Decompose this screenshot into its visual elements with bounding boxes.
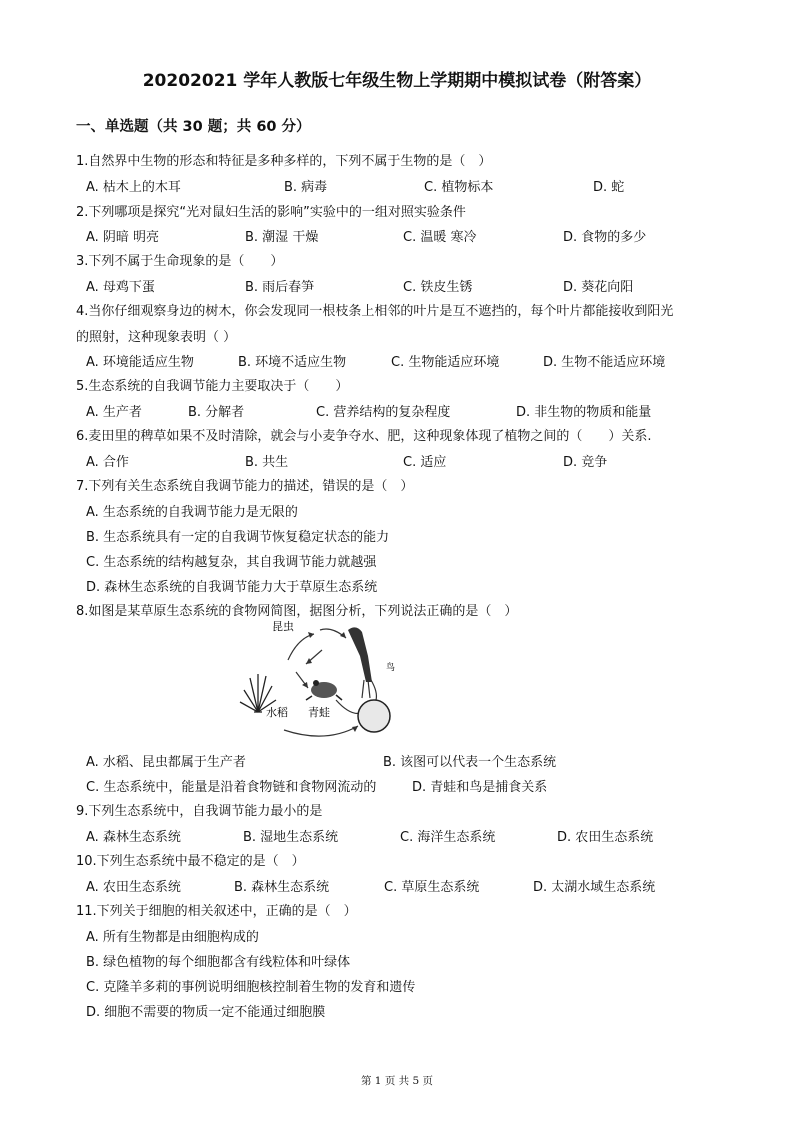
- page-footer: 第 1 页 共 5 页: [360, 1075, 434, 1087]
- q11-option-d: D. 细胞不需要的物质一定不能通过细胞膜: [86, 1005, 326, 1020]
- q9-option-c: C. 海洋生态系统: [400, 830, 496, 845]
- q11-option-a: A. 所有生物都是由细胞构成的: [86, 930, 259, 945]
- question-6: 6.麦田里的稗草如果不及时清除，就会与小麦争夺水、肥，这种现象体现了植物之间的（ ）关系.: [76, 429, 652, 444]
- q8-option-a: A. 水稻、昆虫都属于生产者: [86, 755, 246, 770]
- question-2: 2.下列哪项是探究“光对鼠妇生活的影响”实验中的一组对照实验条件: [76, 205, 466, 220]
- q7-option-a: A. 生态系统的自我调节能力是无限的: [86, 505, 298, 520]
- q3-option-a: A. 母鸡下蛋: [86, 280, 155, 295]
- q2-option-d: D. 食物的多少: [563, 230, 647, 245]
- q7-option-b: B. 生态系统具有一定的自我调节恢复稳定状态的能力: [86, 530, 390, 545]
- q11-option-b: B. 绿色植物的每个细胞都含有线粒体和叶绿体: [86, 955, 351, 970]
- q6-option-c: C. 适应: [403, 455, 447, 470]
- q11-option-c: C. 克隆羊多莉的事例说明细胞核控制着生物的发育和遗传: [86, 980, 416, 995]
- q3-option-d: D. 葵花向阳: [563, 280, 634, 295]
- q2-option-a: A. 阴暗 明亮: [86, 230, 160, 245]
- q5-option-c: C. 营养结构的复杂程度: [316, 405, 451, 420]
- q1-option-a: A. 枯木上的木耳: [86, 180, 181, 195]
- question-4: 4.当你仔细观察身边的树木，你会发现同一根枝条上相邻的叶片是互不遮挡的，每个叶片都能接收到阳光: [76, 304, 674, 319]
- q8-option-b: B. 该图可以代表一个生态系统: [383, 755, 557, 770]
- question-5: 5.生态系统的自我调节能力主要取决于（ ）: [76, 379, 349, 394]
- q9-option-a: A. 森林生态系统: [86, 830, 181, 845]
- bird-icon: [348, 627, 372, 698]
- q6-option-a: A. 合作: [86, 455, 129, 470]
- q1-option-d: D. 蛇: [593, 180, 625, 195]
- q6-option-d: D. 竞争: [563, 455, 608, 470]
- q1-option-c: C. 植物标本: [424, 180, 494, 195]
- q8-option-d: D. 青蛙和鸟是捕食关系: [412, 780, 548, 795]
- question-11: 11.下列关于细胞的相关叙述中，正确的是（ ）: [76, 904, 357, 919]
- section-heading: 一、单选题（共 30 题；共 60 分）: [76, 119, 311, 135]
- q9-option-b: B. 湿地生态系统: [243, 830, 339, 845]
- q3-option-c: C. 铁皮生锈: [403, 280, 473, 295]
- question-1: 1.自然界中生物的形态和特征是多种多样的，下列不属于生物的是（ ）: [76, 154, 492, 169]
- q4-option-b: B. 环境不适应生物: [238, 355, 347, 370]
- q6-option-b: B. 共生: [245, 455, 289, 470]
- q1-option-b: B. 病毒: [284, 180, 328, 195]
- question-3: 3.下列不属于生命现象的是（ ）: [76, 254, 284, 269]
- frog-icon: [306, 680, 342, 700]
- q5-option-d: D. 非生物的物质和能量: [516, 405, 652, 420]
- q10-option-c: C. 草原生态系统: [384, 880, 480, 895]
- q4-option-a: A. 环境能适应生物: [86, 355, 194, 370]
- label-insect: 昆虫: [272, 620, 294, 633]
- q10-option-b: B. 森林生态系统: [234, 880, 330, 895]
- question-4-continued: 的照射，这种现象表明（ ）: [76, 330, 237, 345]
- page-title: 20202021 学年人教版七年级生物上学期期中模拟试卷（附答案）: [142, 71, 652, 91]
- q7-option-d: D. 森林生态系统的自我调节能力大于草原生态系统: [86, 580, 378, 595]
- q2-option-c: C. 温暖 寒冷: [403, 230, 477, 245]
- label-rice: 水稻: [266, 706, 288, 719]
- q5-option-a: A. 生产者: [86, 405, 142, 420]
- q7-option-c: C. 生态系统的结构越复杂，其自我调节能力就越强: [86, 555, 377, 570]
- question-10: 10.下列生态系统中最不稳定的是（ ）: [76, 854, 305, 869]
- q4-option-c: C. 生物能适应环境: [391, 355, 500, 370]
- q3-option-b: B. 雨后春笋: [245, 280, 315, 295]
- q4-option-d: D. 生物不能适应环境: [543, 355, 666, 370]
- q8-option-c: C. 生态系统中，能量是沿着食物链和食物网流动的: [86, 780, 377, 795]
- q5-option-b: B. 分解者: [188, 405, 245, 420]
- q10-option-a: A. 农田生态系统: [86, 880, 181, 895]
- q9-option-d: D. 农田生态系统: [557, 830, 654, 845]
- q2-option-b: B. 潮湿 干燥: [245, 230, 319, 245]
- question-9: 9.下列生态系统中，自我调节能力最小的是: [76, 804, 323, 819]
- q10-option-d: D. 太湖水域生态系统: [533, 880, 656, 895]
- food-web-figure: [236, 620, 396, 745]
- question-7: 7.下列有关生态系统自我调节能力的描述，错误的是（ ）: [76, 479, 414, 494]
- question-8: 8.如图是某草原生态系统的食物网简图，据图分析，下列说法正确的是（ ）: [76, 604, 518, 619]
- label-frog: 青蛙: [308, 706, 330, 719]
- label-bird: 鸟: [386, 663, 396, 673]
- decomposer-icon: [358, 700, 390, 732]
